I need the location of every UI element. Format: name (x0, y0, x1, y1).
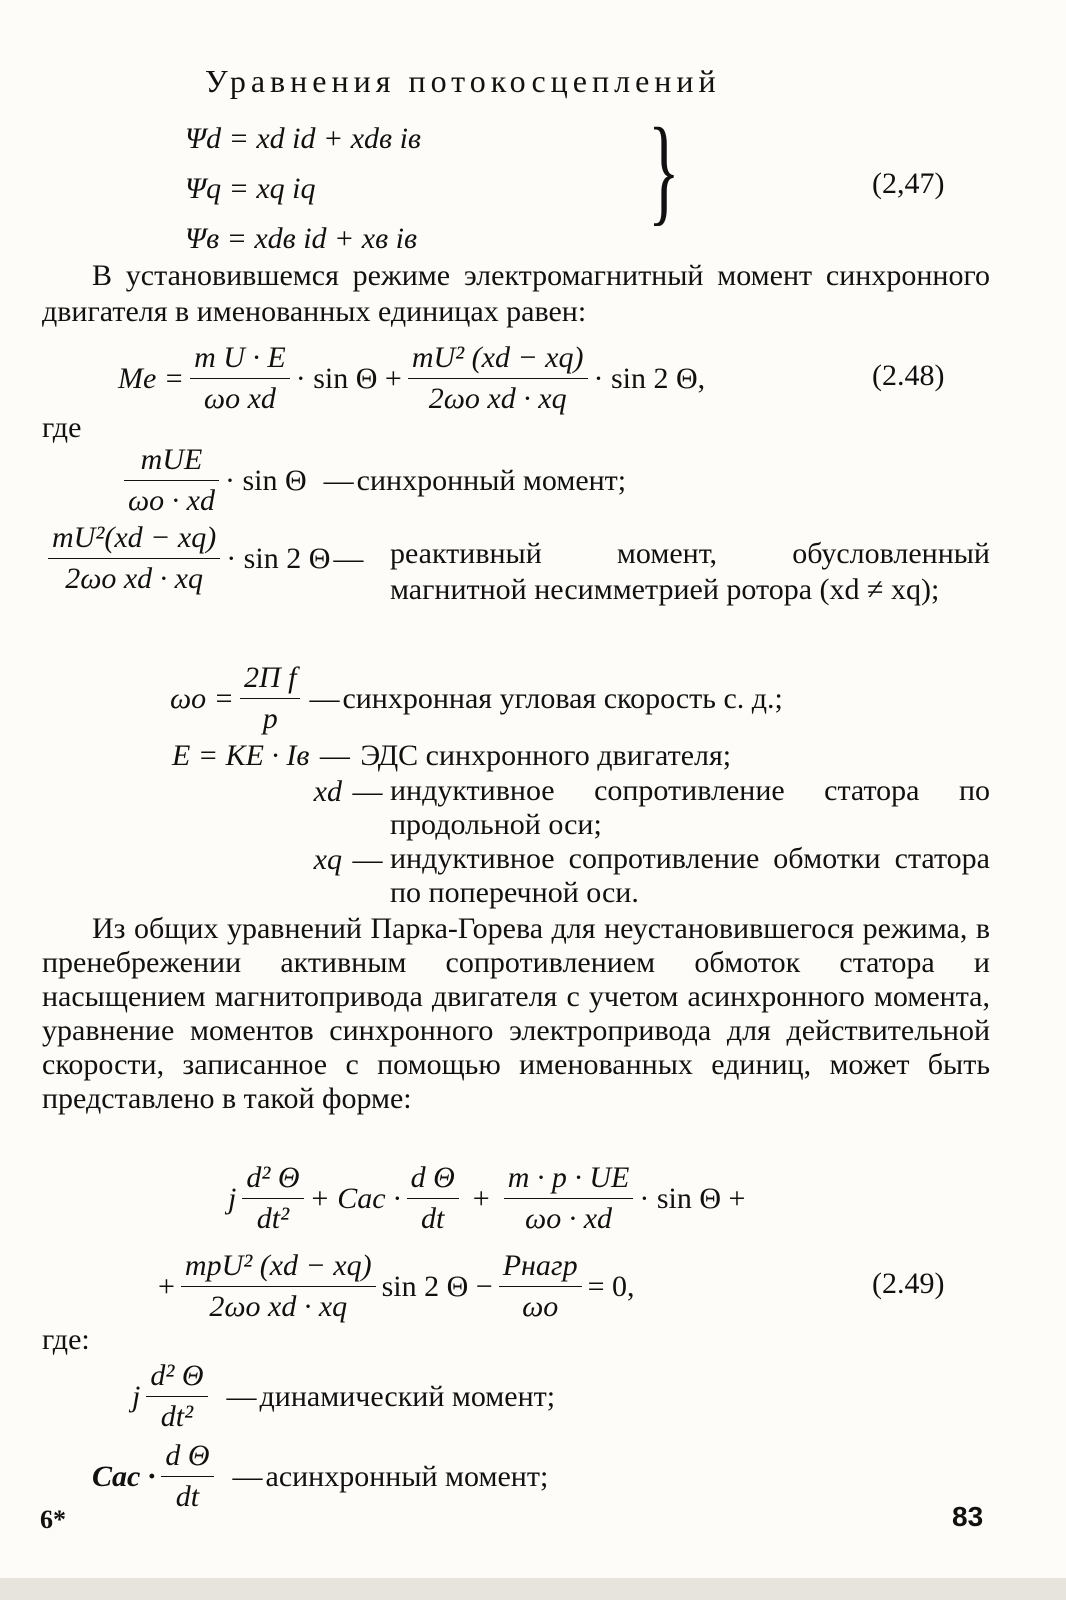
definition-async-moment: Cac · $\frac{\text{d Θ}}{dt}$ — асинхронный момент; (92, 1439, 549, 1513)
page-bottom-edge (0, 1578, 1066, 1600)
where-label: где (42, 411, 82, 444)
equation-2-49-line1: j $\frac{\text{d² Θ}}{\text{dt²}}$ + Cac · $\frac{\text{d Θ}}{dt}$ + $\frac{m \cdot p \cdot UE}{\omega o \cdot xd}$ · sin Θ + (228, 1161, 746, 1235)
equation-line: Ψq = xq iq (185, 172, 316, 205)
definition-reactive-moment-text: реактивный момент, обусловленный магнитной несимметрией ротора (xd ≠ xq); (390, 537, 990, 606)
page-number: 83 (952, 1501, 984, 1532)
equation-number: (2,47) (872, 167, 945, 200)
equation-2-49-line2: + $\frac{\text{mpU² (xd − xq)}}{\text{2ωo xd · xq}}$ sin 2 Θ − $\frac{\text{Pнагр}}{\omega o}$ = 0, (158, 1249, 635, 1323)
definition-dynamic-moment: j $\frac{\text{d² Θ}}{\text{dt²}}$ — динамический момент; (132, 1359, 556, 1433)
equation-system-2-47 (185, 114, 421, 264)
where-label: где: (42, 1323, 90, 1356)
signature-mark: 6* (40, 1505, 66, 1534)
equation-2-48: Me = $\frac{\text{m U · E}}{\text{ωo xd}}$ · sin Θ + $\frac{\text{mU² (xd − xq)}}{\text{2ωo xd · xq}}$ · sin 2 Θ, (118, 341, 706, 415)
fraction: $\frac{\text{mU² (xd − xq)}}{\text{2ωo xd · xq}}$ (408, 340, 588, 417)
equation-line: Ψd = xd id + xdв iв (185, 122, 421, 155)
equation-number: (2.49) (872, 1267, 945, 1300)
definition-xd-text: индуктивное сопротивление статора по продольной оси; (390, 774, 990, 841)
equation-line: Ψв = xdв id + xв iв (185, 222, 417, 255)
section-heading: Уравнения потокосцеплений (205, 63, 721, 99)
right-brace: } (648, 103, 680, 236)
definition-reactive-moment-formula: $\frac{\text{mU²(xd − xq)}}{\text{2ωo xd · xq}}$ · sin 2 Θ — (42, 520, 366, 597)
equation-number: (2.48) (872, 359, 945, 392)
definition-angular-speed: ωo = $\frac{\text{2Π f}}{p}$ — синхронная угловая скорость с. д.; (170, 661, 783, 735)
definition-xq-text: индуктивное сопротивление обмотки статора по поперечной оси. (390, 842, 990, 909)
park-paragraph: Из общих уравнений Парка-Горева для неустановившегося режима, в пренебрежении активным сопротивлением обмоток статора и насыщением магнитопривода двигателя с учетом асинхронного момента, уравнение моментов синхронного электропривода для действительной скорости, записанное с помощью именованных единиц, может быть представлено в такой форме: (42, 912, 990, 1115)
fraction: $\frac{\text{m U · E}}{\text{ωo xd}}$ (190, 340, 290, 417)
definition-xd: xd — (313, 775, 383, 808)
definition-synchronous-moment: $\frac{\text{mUE}}{\omega o \cdot xd}$ · sin Θ — синхронный момент; (118, 442, 626, 519)
definition-xq: xq — (313, 843, 383, 876)
definition-emf: E = KE · Iв — ЭДС синхронного двигателя; (172, 739, 732, 772)
intro-paragraph: В установившемся режиме электромагнитный момент синхронного двигателя в именованных единицах равен: (42, 259, 990, 328)
